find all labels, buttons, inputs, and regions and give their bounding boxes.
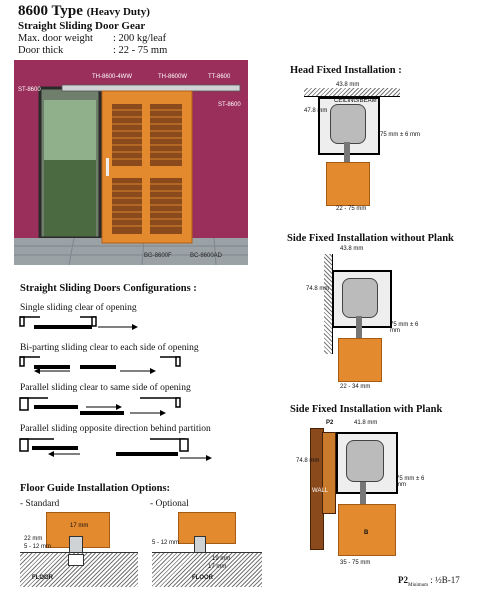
plank-code-label: P2 <box>326 420 334 426</box>
head-fixed-diagram <box>300 82 420 222</box>
duty-label: (Heavy Duty) <box>86 6 150 18</box>
floor-standard-label: - Standard <box>20 499 60 509</box>
label-hanger: TH-8600-4WW <box>92 74 133 80</box>
side-fixed-heading: Side Fixed Installation without Plank <box>287 233 454 244</box>
configurations-heading: Straight Sliding Doors Configurations : <box>20 283 197 294</box>
plank-door-label: B <box>364 530 369 536</box>
opt-floor-label: FLOOR <box>192 575 213 581</box>
head-fixed-heading: Head Fixed Installation : <box>290 65 402 76</box>
page-title <box>18 3 150 20</box>
head-ceiling: CEILING/BEAM <box>334 98 377 104</box>
page-subtitle: Straight Sliding Door Gear <box>18 20 146 32</box>
side-fixed-diagram <box>300 246 420 392</box>
side-height-dim: 74.8 mm <box>306 286 330 292</box>
floor-optional-diagram <box>152 512 262 586</box>
config-label-single: Single sliding clear of opening <box>20 303 137 313</box>
plank-right-dim: 75 mm ± 6 mm <box>396 476 425 488</box>
floor-optional-label: - Optional <box>150 499 189 509</box>
side-top-dim: 43.8 mm <box>340 246 364 252</box>
config-diagram-parallel-opposite <box>20 437 220 463</box>
head-bottom-dim: 22 - 75 mm <box>336 206 367 212</box>
head-height-dim: 47.8 mm <box>304 108 328 114</box>
std-gap-dim: 5 - 12 mm <box>24 544 52 550</box>
label-bottom-guide: BG-8600F <box>144 253 172 259</box>
floor-standard-diagram <box>20 512 138 586</box>
door-illustration <box>14 60 248 265</box>
opt-width-dim: 17 mm <box>208 564 227 570</box>
label-track-top: TT-8600 <box>208 74 231 80</box>
label-bottom-catch: BC-8600AD <box>190 253 223 259</box>
config-diagram-biparting <box>20 355 220 377</box>
std-depth-dim: 22 mm <box>24 536 43 542</box>
label-track-end: ST-8600 <box>18 87 41 93</box>
side-right-dim: 75 mm ± 6 mm <box>390 322 419 334</box>
plank-wall-label: WALL <box>312 488 329 494</box>
opt-depth-dim: 19 mm <box>212 556 231 562</box>
plank-height-dim: 74.8 mm <box>296 458 320 464</box>
spec-door-thick: Door thick : 22 - 75 mm <box>18 45 168 56</box>
plank-top-dim: 41.8 mm <box>354 420 378 426</box>
side-plank-diagram <box>296 418 426 568</box>
model-name: 8600 Type <box>18 3 83 19</box>
label-track-hanger: TH-8600W <box>158 74 188 80</box>
spec-max-weight: Max. door weight : 200 kg/leaf <box>18 33 167 44</box>
footer-scale: : ½B-17 <box>430 575 460 585</box>
footer-plank-sub: Minimum <box>408 582 429 588</box>
std-width-dim: 17 mm <box>70 523 89 529</box>
side-plank-heading: Side Fixed Installation with Plank <box>290 404 443 415</box>
product-photo <box>14 60 248 265</box>
opt-gap-dim: 5 - 12 mm <box>152 540 180 546</box>
head-right-dim: 75 mm ± 6 mm <box>380 132 420 138</box>
head-top-dim: 43.8 mm <box>336 82 360 88</box>
std-floor-label: FLOOR <box>32 575 53 581</box>
config-label-parallel-opposite: Parallel sliding opposite direction behind partition <box>20 424 211 434</box>
config-label-biparting: Bi-parting sliding clear to each side of opening <box>20 343 199 353</box>
config-diagram-parallel <box>20 396 220 420</box>
footer-note <box>398 575 460 588</box>
footer-plank-code: P2 <box>398 575 408 585</box>
floor-guide-heading: Floor Guide Installation Options: <box>20 483 171 494</box>
label-stopper: ST-8600 <box>218 102 241 108</box>
config-diagram-single <box>20 315 220 337</box>
plank-bottom-dim: 35 - 75 mm <box>340 560 371 566</box>
side-bottom-dim: 22 - 34 mm <box>340 384 371 390</box>
config-label-parallel: Parallel sliding clear to same side of opening <box>20 383 191 393</box>
